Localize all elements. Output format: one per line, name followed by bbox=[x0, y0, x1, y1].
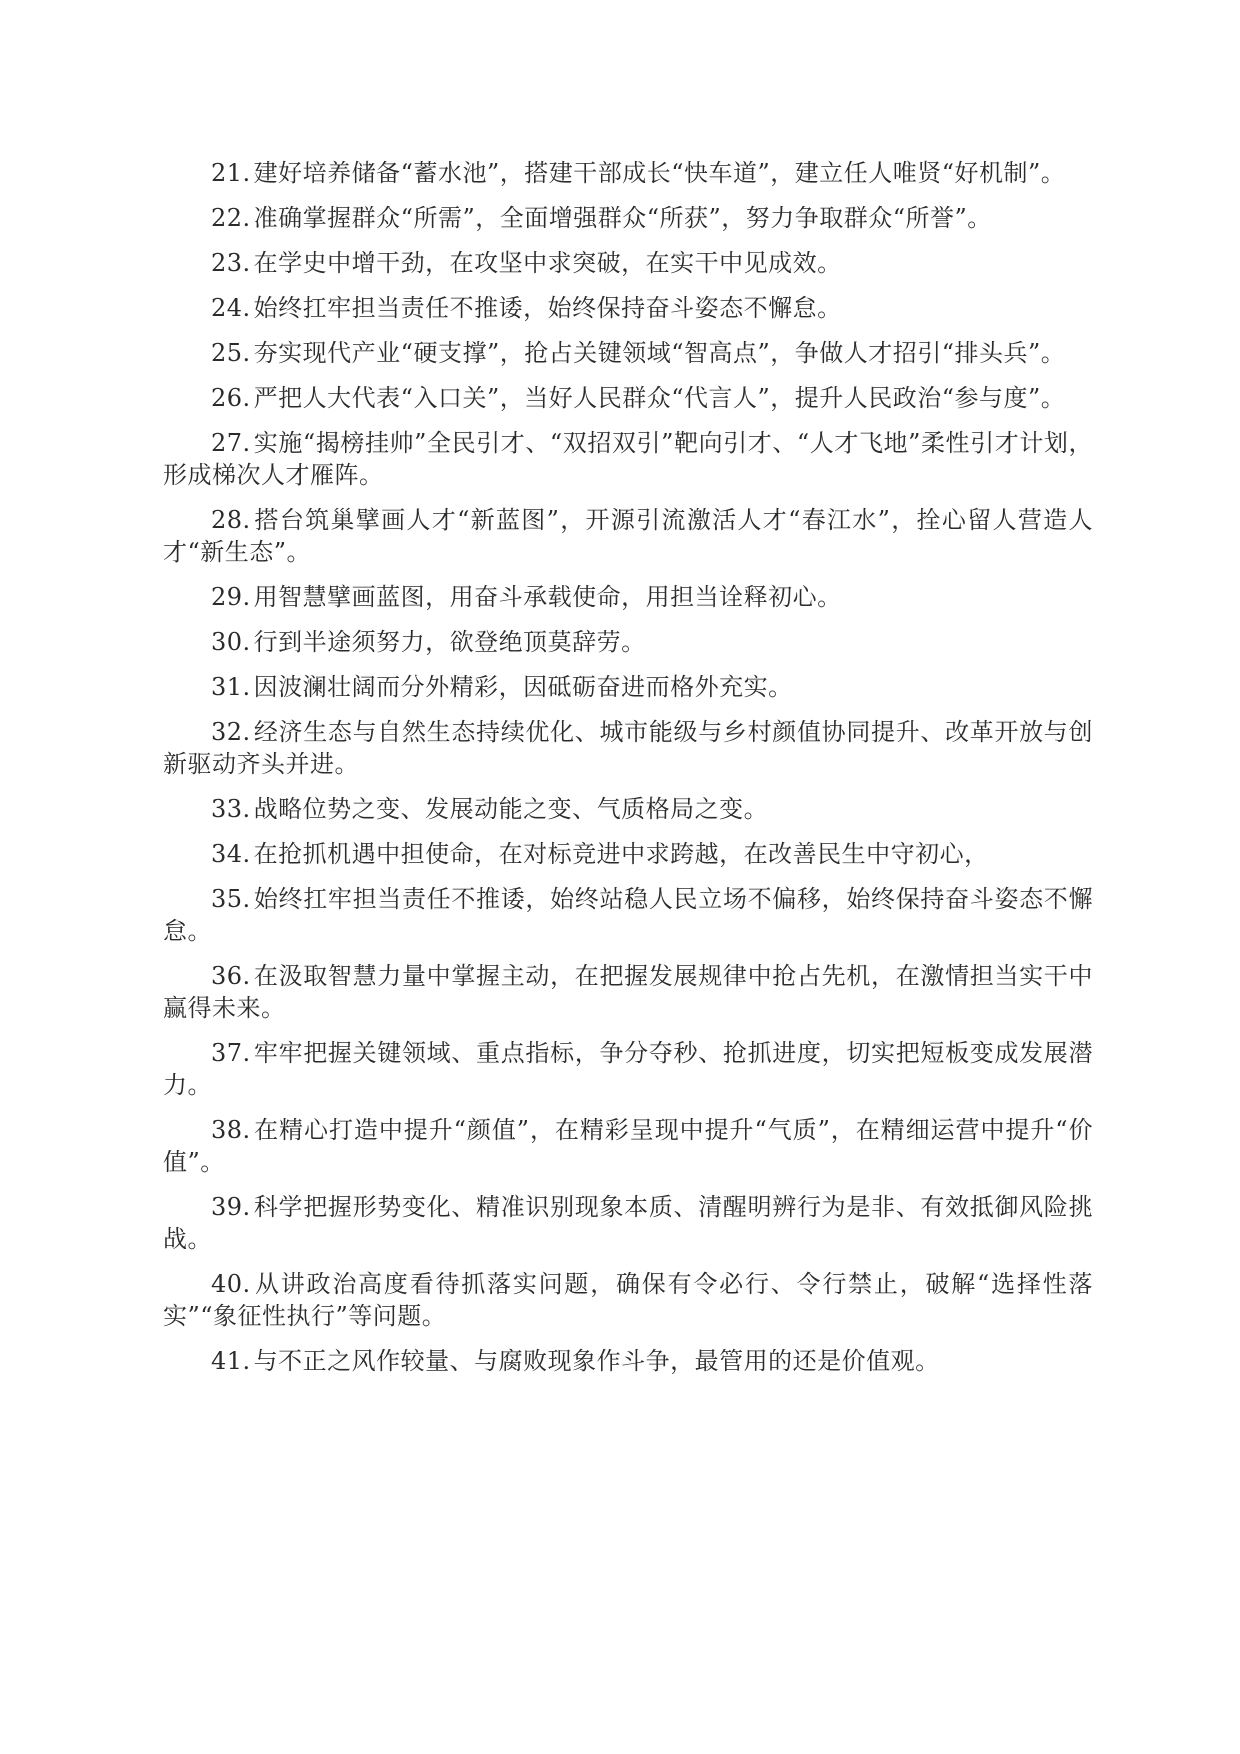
item-number: 35. bbox=[211, 885, 251, 913]
item-number: 36. bbox=[211, 962, 251, 990]
item-number: 25. bbox=[211, 339, 251, 367]
list-item bbox=[163, 292, 1093, 324]
list-item bbox=[163, 1191, 1093, 1255]
item-number: 21. bbox=[211, 159, 251, 187]
item-number: 39. bbox=[211, 1193, 251, 1221]
item-text: 夯实现代产业“硬支撑”，抢占关键领域“智高点”，争做人才招引“排头兵”。 bbox=[253, 339, 1066, 367]
item-number: 29. bbox=[211, 583, 251, 611]
item-text: 牢牢把握关键领域、重点指标，争分夺秒、抢抓进度，切实把短板变成发展潜力。 bbox=[163, 1039, 1093, 1099]
item-text: 行到半途须努力，欲登绝顶莫辞劳。 bbox=[253, 628, 646, 656]
list-item bbox=[163, 1345, 1093, 1377]
list-item bbox=[163, 427, 1093, 491]
list-item bbox=[163, 202, 1093, 234]
list-item bbox=[163, 838, 1093, 870]
list-item bbox=[163, 247, 1093, 279]
list-item bbox=[163, 960, 1093, 1024]
list-item bbox=[163, 626, 1093, 658]
list-item bbox=[163, 337, 1093, 369]
item-number: 28. bbox=[211, 506, 251, 534]
item-text: 搭台筑巢擘画人才“新蓝图”，开源引流激活人才“春江水”，拴心留人营造人才“新生态”。 bbox=[163, 506, 1093, 566]
item-number: 34. bbox=[211, 840, 251, 868]
item-text: 与不正之风作较量、与腐败现象作斗争，最管用的还是价值观。 bbox=[253, 1347, 940, 1375]
item-text: 科学把握形势变化、精准识别现象本质、清醒明辨行为是非、有效抵御风险挑战。 bbox=[163, 1193, 1093, 1253]
item-number: 32. bbox=[211, 718, 251, 746]
list-item bbox=[163, 716, 1093, 780]
item-text: 严把人大代表“入口关”，当好人民群众“代言人”，提升人民政治“参与度”。 bbox=[253, 384, 1066, 412]
list-item bbox=[163, 581, 1093, 613]
list-item bbox=[163, 671, 1093, 703]
document-body bbox=[163, 157, 1093, 1390]
item-number: 41. bbox=[211, 1347, 251, 1375]
item-text: 在学史中增干劲，在攻坚中求突破，在实干中见成效。 bbox=[253, 249, 842, 277]
item-text: 在汲取智慧力量中掌握主动，在把握发展规律中抢占先机，在激情担当实干中赢得未来。 bbox=[163, 962, 1093, 1022]
item-number: 33. bbox=[211, 795, 251, 823]
item-number: 40. bbox=[211, 1270, 251, 1298]
list-item bbox=[163, 793, 1093, 825]
list-item bbox=[163, 157, 1093, 189]
item-text: 战略位势之变、发展动能之变、气质格局之变。 bbox=[253, 795, 769, 823]
item-text: 从讲政治高度看待抓落实问题，确保有令必行、令行禁止，破解“选择性落实”“象征性执行”等问题。 bbox=[163, 1270, 1093, 1330]
item-text: 准确掌握群众“所需”，全面增强群众“所获”，努力争取群众“所誉”。 bbox=[253, 204, 992, 232]
list-item bbox=[163, 883, 1093, 947]
item-number: 22. bbox=[211, 204, 251, 232]
item-text: 用智慧擘画蓝图，用奋斗承载使命，用担当诠释初心。 bbox=[253, 583, 842, 611]
item-number: 31. bbox=[211, 673, 251, 701]
list-item bbox=[163, 1268, 1093, 1332]
item-text: 实施“揭榜挂帅”全民引才、“双招双引”靶向引才、“人才飞地”柔性引才计划，形成梯次人才雁阵。 bbox=[163, 429, 1093, 489]
item-text: 在抢抓机遇中担使命，在对标竞进中求跨越，在改善民生中守初心， bbox=[253, 840, 989, 868]
item-text: 经济生态与自然生态持续优化、城市能级与乡村颜值协同提升、改革开放与创新驱动齐头并进。 bbox=[163, 718, 1093, 778]
item-number: 26. bbox=[211, 384, 251, 412]
list-item bbox=[163, 382, 1093, 414]
item-text: 始终扛牢担当责任不推诿，始终站稳人民立场不偏移，始终保持奋斗姿态不懈怠。 bbox=[163, 885, 1093, 945]
item-text: 因波澜壮阔而分外精彩，因砥砺奋进而格外充实。 bbox=[253, 673, 793, 701]
item-text: 在精心打造中提升“颜值”，在精彩呈现中提升“气质”，在精细运营中提升“价值”。 bbox=[163, 1116, 1093, 1176]
list-item bbox=[163, 1114, 1093, 1178]
item-number: 30. bbox=[211, 628, 251, 656]
item-text: 建好培养储备“蓄水池”，搭建干部成长“快车道”，建立任人唯贤“好机制”。 bbox=[253, 159, 1066, 187]
item-number: 23. bbox=[211, 249, 251, 277]
list-item bbox=[163, 1037, 1093, 1101]
item-text: 始终扛牢担当责任不推诿，始终保持奋斗姿态不懈怠。 bbox=[253, 294, 842, 322]
list-item bbox=[163, 504, 1093, 568]
item-number: 24. bbox=[211, 294, 251, 322]
item-number: 37. bbox=[211, 1039, 251, 1067]
item-number: 38. bbox=[211, 1116, 251, 1144]
item-number: 27. bbox=[211, 429, 251, 457]
